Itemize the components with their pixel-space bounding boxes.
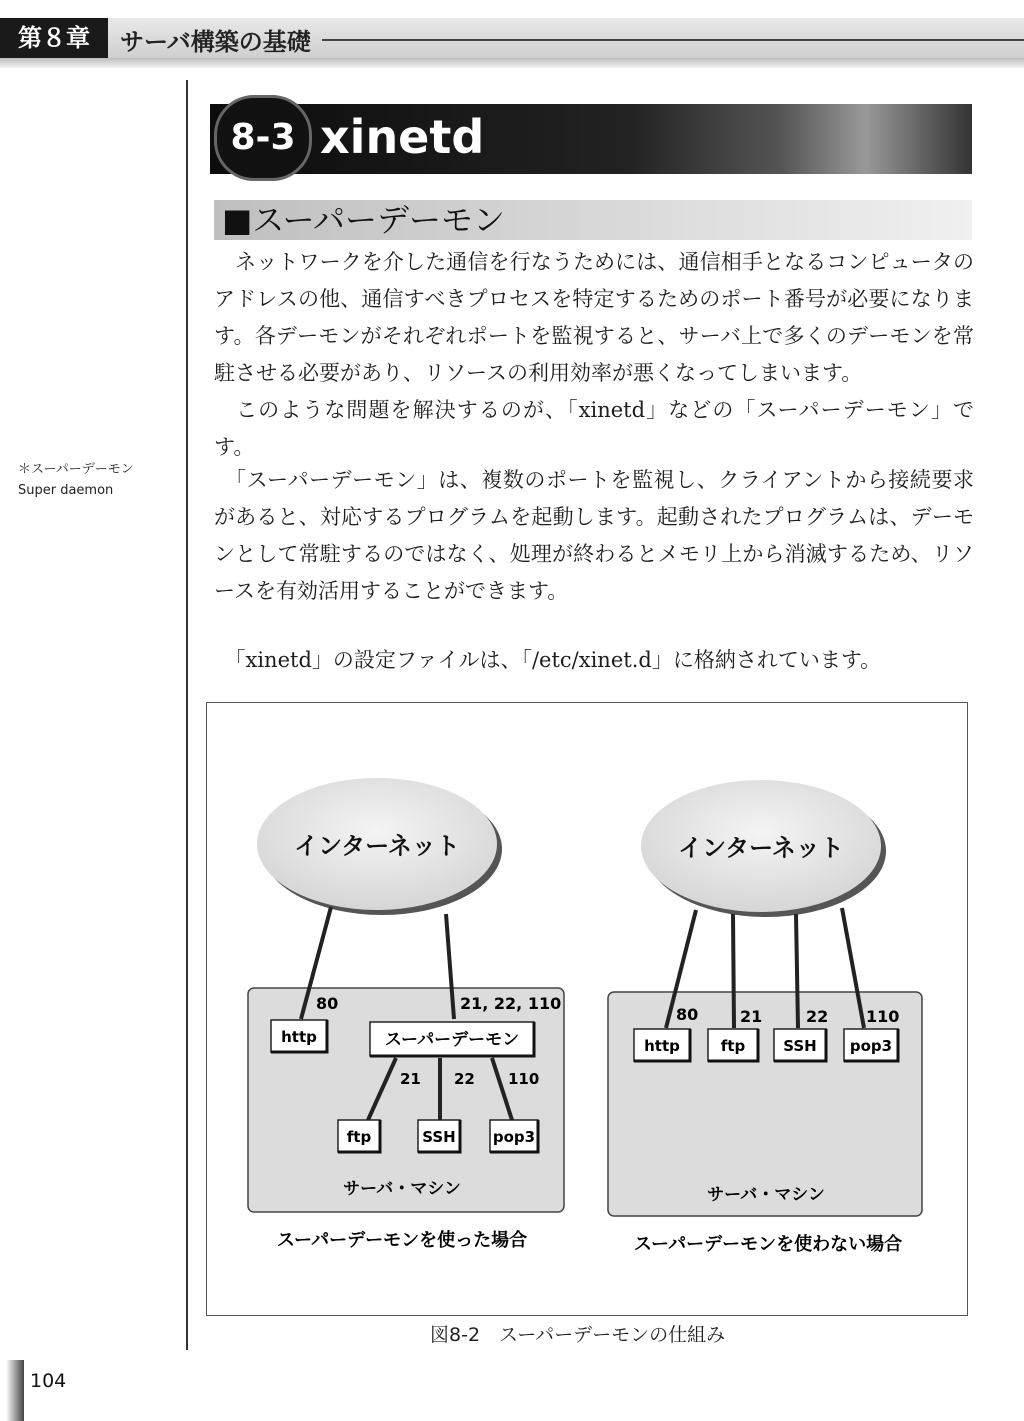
super-daemon-label: スーパーデーモン	[384, 1030, 520, 1050]
header-rule	[322, 39, 1024, 41]
service-label-pop3: pop3	[849, 1037, 893, 1055]
figure-caption: 図8-2 スーパーデーモンの仕組み	[430, 1324, 726, 1346]
diagram-caption-right: スーパーデーモンを使わない場合	[633, 1234, 903, 1255]
service-label-ssh: SSH	[422, 1128, 456, 1146]
body-paragraph-2: このような問題を解決するのが、「xinetd」などの「スーパーデーモン」です。	[214, 398, 974, 459]
body-paragraph-1: ネットワークを介した通信を行なうためには、通信相手となるコンピュータのアドレスの他、通信すべきプロセスを特定するためのポート番号が必要になります。各デーモンがそれぞれポートを監視すると、サーバ上で多くのデーモンを常駐させる必要があり、リソースの利用効率が悪くなってしまいます。	[214, 250, 974, 385]
server-label-left: サーバ・マシン	[343, 1179, 461, 1199]
super-daemon-diagram	[206, 702, 966, 1314]
service-label-pop3: pop3	[492, 1128, 536, 1146]
margin-divider	[186, 80, 188, 1350]
body-paragraph-3: 「スーパーデーモン」は、複数のポートを監視し、クライアントから接続要求があると、対応するプログラムを起動します。起動されたプログラムは、デーモンとして常駐するのではなく、処理が終わるとメモリ上から消滅するため、リソースを有効活用することができます。	[214, 468, 974, 603]
port-label: 21, 22, 110	[460, 994, 562, 1013]
section-title: xinetd	[320, 110, 485, 164]
sidenote-term: ＊スーパーデーモン	[18, 462, 134, 477]
chapter-title: サーバ構築の基礎	[120, 28, 311, 56]
service-label-ftp: ftp	[346, 1128, 372, 1146]
port-label: 22	[454, 1070, 475, 1088]
port-label: 110	[866, 1007, 900, 1026]
sidenote-english: Super daemon	[18, 483, 114, 498]
port-label: 80	[676, 1005, 699, 1024]
port-label: 110	[508, 1070, 540, 1088]
port-label: 80	[316, 994, 339, 1013]
diagram-caption-left: スーパーデーモンを使った場合	[276, 1230, 528, 1251]
page-number: 104	[30, 1370, 67, 1392]
page-edge-mark	[6, 1360, 24, 1421]
service-label-http: http	[644, 1037, 680, 1055]
port-label: 21	[400, 1070, 421, 1088]
port-label: 22	[806, 1007, 829, 1026]
service-label-ftp: ftp	[720, 1037, 746, 1055]
section-number: 8-3	[214, 95, 312, 181]
cloud-label-left: インターネット	[294, 832, 460, 860]
subheading: ■スーパーデーモン	[222, 201, 506, 239]
cloud-label-right: インターネット	[678, 834, 844, 862]
connection-line	[733, 914, 734, 1028]
header-shadow	[0, 58, 1024, 68]
connection-line	[796, 914, 798, 1028]
body-paragraph-4: 「xinetd」の設定ファイルは、「/etc/xinet.d」に格納されています。	[214, 648, 882, 672]
service-label-ssh: SSH	[783, 1037, 817, 1055]
port-label: 21	[740, 1007, 763, 1026]
server-label-right: サーバ・マシン	[707, 1185, 825, 1205]
chapter-number: 第８章	[0, 18, 108, 58]
service-label-http: http	[281, 1028, 317, 1046]
